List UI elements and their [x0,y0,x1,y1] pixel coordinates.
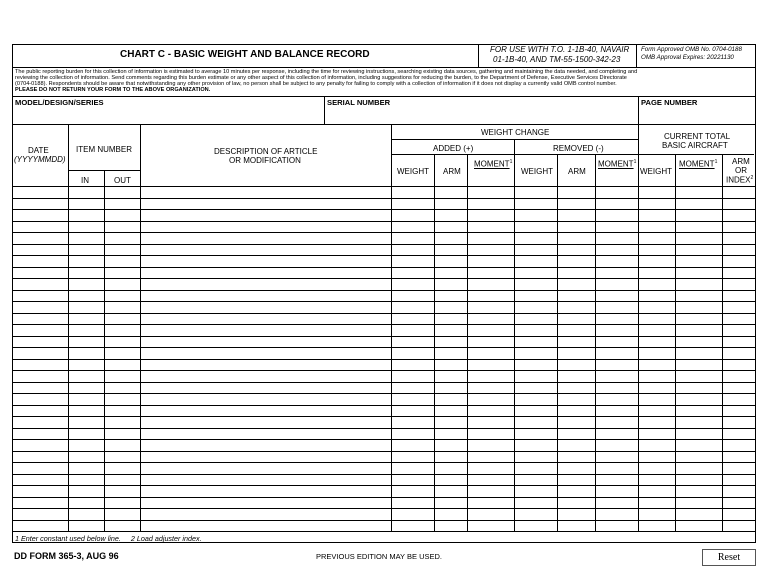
model-design-series-label: MODEL/DESIGN/SERIES [15,98,104,107]
use-with-line2: 01-1B-40, AND TM-55-1500-342-23 [493,55,621,64]
removed-moment-header: MOMENT$^1$ [598,159,637,169]
omb-divider [636,44,637,68]
table-row [12,462,756,463]
table-row [12,232,756,233]
table-row [12,451,756,452]
serial-number-label: SERIAL NUMBER [327,98,391,107]
title-divider [478,44,479,68]
added-weight-header: WEIGHT [397,167,429,176]
table-row [12,485,756,486]
title-rule [12,67,756,68]
table-row [12,290,756,291]
weight-change-header: WEIGHT CHANGE [481,128,550,137]
removed-header: REMOVED (-) [553,144,604,153]
table-row [12,382,756,383]
burden-line4: PLEASE DO NOT RETURN YOUR FORM TO THE ABOVE ORGANIZATION. [15,87,211,93]
table-row [12,428,756,429]
removed-weight-header: WEIGHT [521,167,553,176]
row-rule [391,154,754,155]
table-row [12,244,756,245]
out-header: OUT [114,176,131,185]
date-format-header: (YYYYMMDD) [14,155,66,164]
removed-arm-header: ARM [568,167,586,176]
added-header: ADDED (+) [433,144,474,153]
table-row [12,313,756,314]
table-row [12,393,756,394]
form-title: CHART C - BASIC WEIGHT AND BALANCE RECORD [120,49,370,60]
current-total-header-line2: BASIC AIRCRAFT [662,141,728,150]
table-row [12,474,756,475]
table-row [12,186,756,187]
added-moment-header: MOMENT$^1$ [474,159,513,169]
current-weight-header: WEIGHT [640,167,672,176]
current-moment-header: MOMENT$^1$ [679,159,718,169]
table-row [12,267,756,268]
table-row [12,370,756,371]
description-header-line2: OR MODIFICATION [229,156,301,165]
footnote: 1 Enter constant used below line. 2 Load adjuster index. [15,534,202,543]
table-row [12,255,756,256]
model-design-series-input[interactable] [14,108,322,122]
table-row [12,439,756,440]
page-number-input[interactable] [640,108,754,122]
burden-line1: The public reporting burden for this collection of information is estimated to average 10 minutes per response, including the time for reviewing instructions, searching existing data sources, gathering and maintaining the data needed, and completing and [15,69,638,75]
serial-number-input[interactable] [326,108,636,122]
table-row [12,198,756,199]
form-id: DD FORM 365-3, AUG 96 [14,551,119,561]
in-header: IN [81,176,89,185]
table-row [12,416,756,417]
col-divider [104,170,105,531]
row-rule [68,170,140,171]
burden-line3: (0704-0188). Respondents should be aware that notwithstanding any other provision of law, no person shall be subject to any penalty for failing to comply with a collection of information if it does not display a currently valid OMB control number. [15,81,617,87]
added-arm-header: ARM [443,167,461,176]
page-number-label: PAGE NUMBER [641,98,698,107]
table-row [12,221,756,222]
table-row [12,347,756,348]
omb-line2: OMB Approval Expires: 20221130 [641,54,734,61]
omb-line1: Form Approved OMB No. 0704-0188 [641,46,742,53]
reset-button[interactable]: Reset [702,549,756,566]
table-row [12,520,756,521]
table-row [12,359,756,360]
table-row [12,336,756,337]
table-row [12,497,756,498]
burden-line2: reviewing the collection of information. Send comments regarding this burden estimate or any other aspect of this collection of information, including suggestions for reducing the burden, to the Department of Defense, Executive Services Directorate [15,75,627,81]
previous-edition-note: PREVIOUS EDITION MAY BE USED. [316,552,442,561]
table-row [12,324,756,325]
burden-rule [12,96,756,97]
table-row [12,405,756,406]
table-row [12,301,756,302]
table-row [12,278,756,279]
arm-or-index-header-or: OR [735,166,747,175]
item-number-header: ITEM NUMBER [76,145,132,154]
use-with-line1: FOR USE WITH T.O. 1-1B-40, NAVAIR [490,45,630,54]
arm-or-index-header-arm: ARM [732,157,750,166]
current-total-header-line1: CURRENT TOTAL [664,132,731,141]
table-row [12,508,756,509]
date-header: DATE [28,146,49,155]
table-row [12,209,756,210]
description-header-line1: DESCRIPTION OF ARTICLE [214,147,318,156]
arm-or-index-header-index: INDEX$^2$ [726,175,754,185]
